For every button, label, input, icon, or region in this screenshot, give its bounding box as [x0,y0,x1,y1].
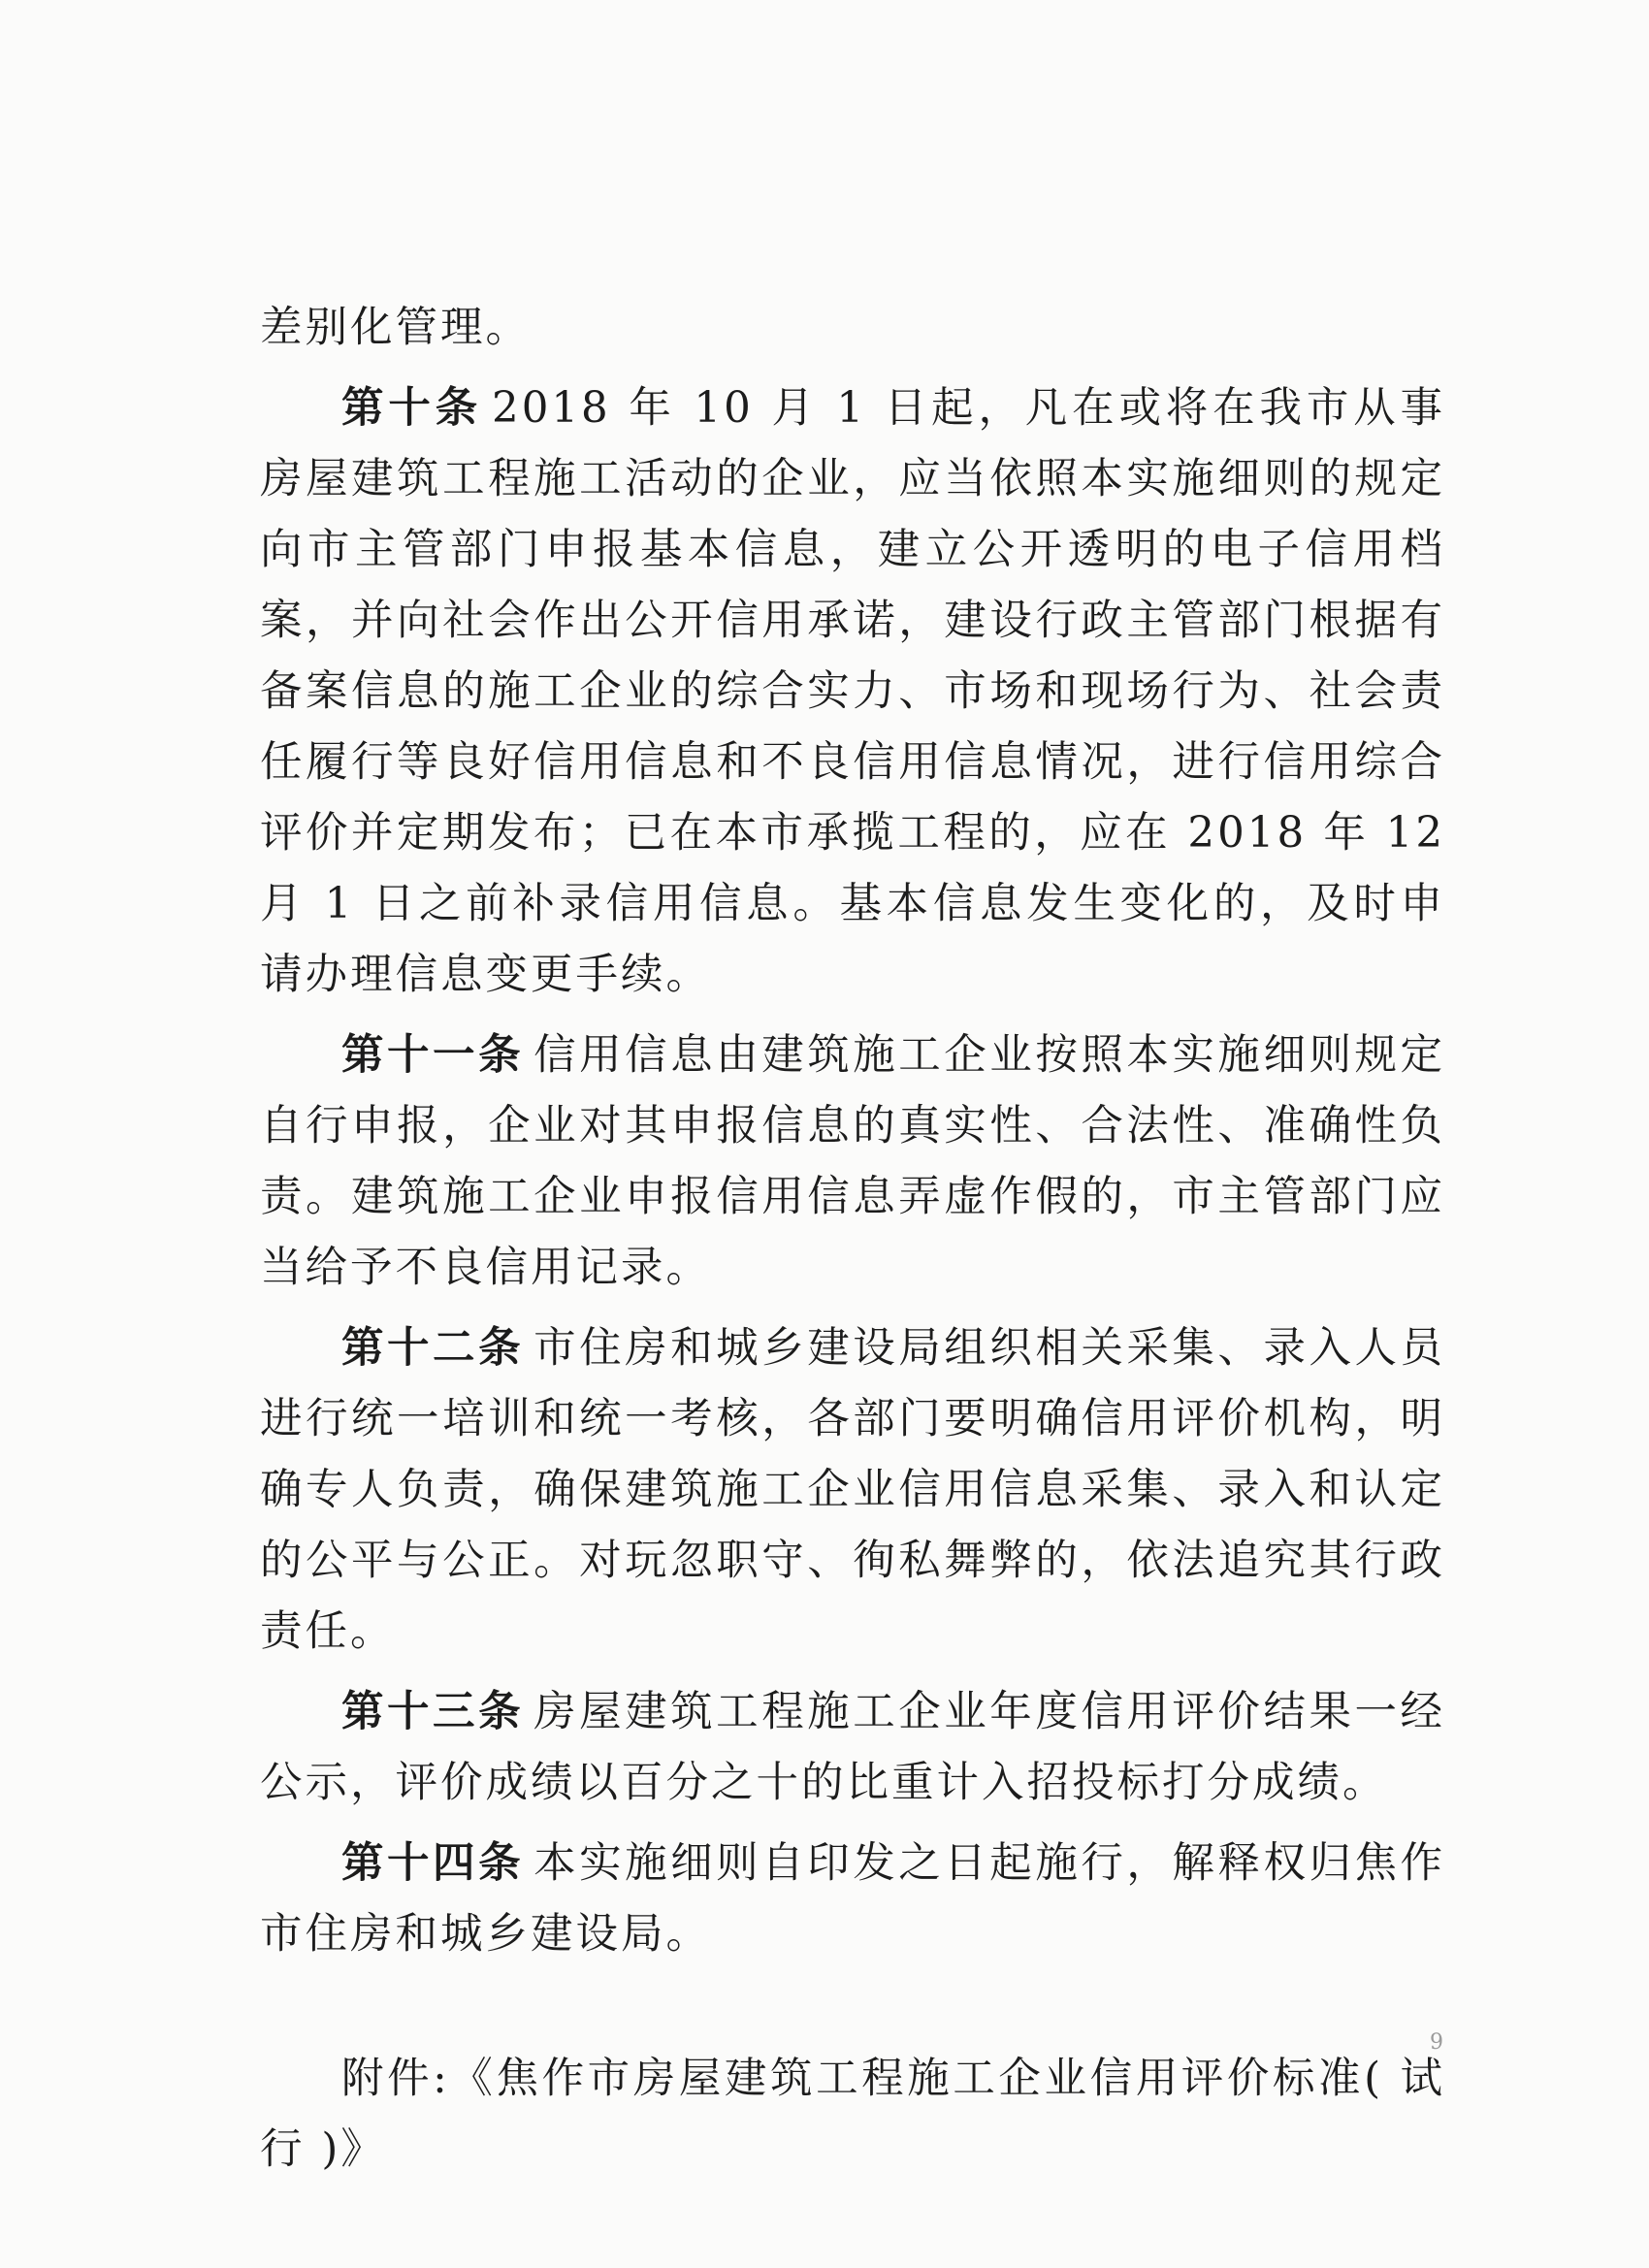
article-12 [260,1313,1445,1668]
article-11 [260,1021,1445,1304]
article-14 [260,1829,1445,1970]
article-text: 2018 年 10 月 1 日起，凡在或将在我市从事房屋建筑工程施工活动的企业，应当依照本实施细则的规定向市主管部门申报基本信息，建立公开透明的电子信用档案，并向社会作出公开信用承诺，建设行政主管部门根据有备案信息的施工企业的综合实力、市场和现场行为、社会责任履行等良好信用信息和不良信用信息情况，进行信用综合评价并定期发布；已在本市承揽工程的，应在 2018 年 12 月 1 日之前补录信用信息。基本信息发生变化的，及时申请办理信息变更手续。 [260,384,1446,999]
attachment-text: 附件:《焦作市房屋建筑工程施工企业信用评价标准( 试行 )》 [260,2055,1445,2174]
article-text: 市住房和城乡建设局组织相关采集、录入人员进行统一培训和统一考核，各部门要明确信用评价机构，明确专人负责，确保建筑施工企业信用信息采集、录入和认定的公平与公正。对玩忽职守、徇私舞弊的，依法追究其行政责任。 [260,1324,1446,1656]
spacer [260,1980,1445,2044]
article-heading: 第十三条 [341,1688,525,1736]
article-text: 本实施细则自印发之日起施行，解释权归焦作市住房和城乡建设局。 [260,1839,1446,1959]
document-body [260,293,1445,2195]
article-13 [260,1677,1445,1819]
article-heading: 第十一条 [341,1031,525,1080]
article-heading: 第十条 [341,384,483,433]
article-heading: 第十四条 [341,1839,525,1888]
article-text: 信用信息由建筑施工企业按照本实施细则规定自行申报，企业对其申报信息的真实性、合法性、准确性负责。建筑施工企业申报信用信息弄虚作假的，市主管部门应当给予不良信用记录。 [260,1031,1446,1292]
page-number: 9 [1430,2030,1443,2055]
paragraph-text: 差别化管理。 [260,304,531,352]
article-10 [260,373,1445,1011]
attachment-line [260,2044,1445,2186]
paragraph-continuation [260,293,1445,364]
article-text: 房屋建筑工程施工企业年度信用评价结果一经公示，评价成绩以百分之十的比重计入招投标打分成绩。 [260,1688,1446,1807]
article-heading: 第十二条 [341,1324,525,1373]
